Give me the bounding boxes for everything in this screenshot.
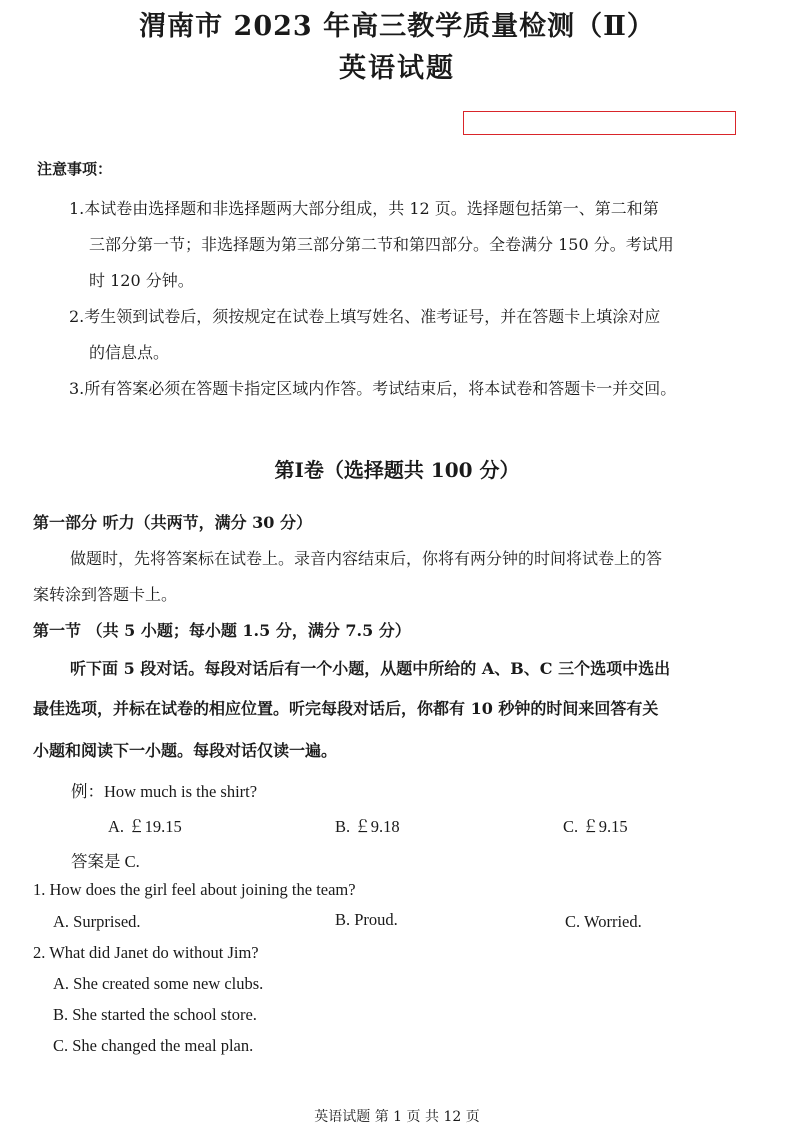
part1-instructions-line-1: 做题时，先将答案标在试卷上。录音内容结束后，你将有两分钟的时间将试卷上的答 — [70, 549, 663, 568]
page-footer: 英语试题 第 1 页 共 12 页 — [314, 1109, 480, 1125]
question-1-option-b: B. Proud. — [335, 910, 398, 929]
part1-instructions-line-2: 案转涂到答题卡上。 — [33, 585, 178, 604]
question-2: 2. What did Janet do without Jim? — [33, 943, 259, 962]
part1-heading: 第一部分 听力（共两节，满分 30 分） — [33, 513, 312, 532]
exam-id-box — [463, 111, 736, 135]
example-question: 例：How much is the shirt? — [71, 782, 258, 801]
example-option-a: A. ￡19.15 — [108, 817, 182, 836]
notice-item-1-line-3: 时 120 分钟。 — [89, 271, 194, 290]
example-answer: 答案是 C. — [71, 852, 140, 871]
question-1-option-a: A. Surprised. — [53, 912, 141, 931]
notice-item-2-line-1: 2.考生领到试卷后，须按规定在试卷上填写姓名、准考证号，并在答题卡上填涂对应 — [69, 307, 661, 326]
subsection1-instructions-line-2: 最佳选项，并标在试卷的相应位置。听完每段对话后，你都有 10 秒钟的时间来回答有关 — [33, 699, 659, 718]
question-2-option-c: C. She changed the meal plan. — [53, 1036, 254, 1055]
subsection1-instructions-line-3: 小题和阅读下一小题。每段对话仅读一遍。 — [33, 741, 338, 760]
document-subtitle: 英语试题 — [339, 53, 455, 84]
question-1-option-c: C. Worried. — [565, 912, 642, 931]
subsection1-instructions-line-1: 听下面 5 段对话。每段对话后有一个小题，从题中所给的 A、B、C 三个选项中选出 — [70, 659, 671, 678]
example-option-c: C. ￡9.15 — [563, 817, 628, 836]
section-title: 第Ⅰ卷（选择题共 100 分） — [274, 458, 520, 482]
document-title: 渭南市 2023 年高三教学质量检测（Ⅱ） — [139, 11, 655, 42]
question-2-option-a: A. She created some new clubs. — [53, 974, 264, 993]
notice-heading: 注意事项： — [37, 160, 113, 178]
notice-item-3-line-1: 3.所有答案必须在答题卡指定区域内作答。考试结束后，将本试卷和答题卡一并交回。 — [69, 379, 677, 398]
question-2-option-b: B. She started the school store. — [53, 1005, 257, 1024]
question-1: 1. How does the girl feel about joining the team? — [33, 880, 356, 899]
notice-item-1-line-1: 1.本试卷由选择题和非选择题两大部分组成，共 12 页。选择题包括第一、第二和第 — [69, 199, 659, 218]
subsection1-heading: 第一节 （共 5 小题；每小题 1.5 分，满分 7.5 分） — [33, 621, 411, 640]
example-option-b: B. ￡9.18 — [335, 817, 400, 836]
notice-item-1-line-2: 三部分第一节；非选择题为第三部分第二节和第四部分。全卷满分 150 分。考试用 — [89, 235, 674, 254]
notice-item-2-line-2: 的信息点。 — [89, 343, 170, 362]
